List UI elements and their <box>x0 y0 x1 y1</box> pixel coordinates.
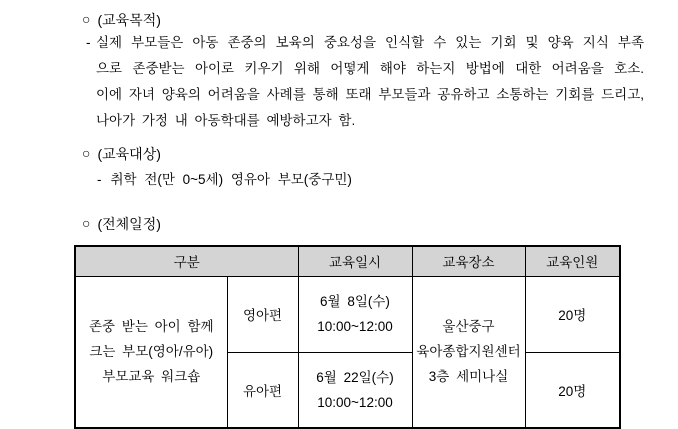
datetime-cell <box>298 276 412 352</box>
capacity-cell: 20명 <box>525 276 620 352</box>
circle-bullet-icon: ○ <box>82 215 91 231</box>
column-header-place: 교육장소 <box>412 246 525 276</box>
location-line: 울산중구 <box>442 319 495 335</box>
schedule-heading <box>82 214 678 234</box>
table-row <box>75 276 620 352</box>
program-title-line: 존중 받는 아이 함께 <box>88 319 214 335</box>
program-title-line: 부모교육 워크숍 <box>102 369 201 385</box>
date-line: 6월 8일(수) <box>320 294 390 309</box>
purpose-line: 나아가 가정 내 아동학대를 예방하고자 함. <box>96 113 356 128</box>
purpose-paragraph <box>86 30 644 134</box>
target-item <box>97 167 678 193</box>
column-header-datetime: 교육일시 <box>298 246 412 276</box>
location-line: 3층 세미나실 <box>428 369 509 385</box>
target-heading-label: (교육대상) <box>97 146 161 162</box>
date-line: 6월 22일(수) <box>316 369 394 385</box>
datetime-cell <box>298 352 412 428</box>
table-header-row <box>75 246 620 276</box>
capacity-cell: 20명 <box>525 352 620 428</box>
section-target <box>74 144 678 193</box>
purpose-line: 으로 존중받는 아이로 키우기 위해 어떻게 해야 하는지 방법에 대한 어려움을 호소. <box>96 61 644 76</box>
target-heading <box>82 144 678 164</box>
section-schedule <box>74 214 678 429</box>
section-purpose <box>74 10 678 134</box>
location-cell <box>412 276 525 428</box>
column-header-capacity: 교육인원 <box>525 246 620 276</box>
schedule-table <box>74 245 621 429</box>
dash-bullet-icon: - <box>97 172 102 187</box>
purpose-heading-label: (교육목적) <box>97 12 161 28</box>
session-cell: 영아편 <box>227 276 298 352</box>
time-line: 10:00~12:00 <box>317 319 393 334</box>
location-line: 육아종합지원센터 <box>416 344 521 360</box>
circle-bullet-icon: ○ <box>82 11 91 27</box>
circle-bullet-icon: ○ <box>82 145 91 161</box>
time-line: 10:00~12:00 <box>317 394 393 410</box>
schedule-heading-label: (전체일정) <box>97 216 161 232</box>
purpose-line: 실제 부모들은 아동 존중의 보육의 중요성을 인식할 수 있는 기회 및 양육 지식 부족 <box>96 35 644 50</box>
program-title-cell <box>75 276 227 428</box>
target-item-label: 취학 전(만 0~5세) 영유아 부모(중구민) <box>110 172 352 187</box>
dash-bullet-icon: - <box>86 35 91 50</box>
purpose-line: 이에 자녀 양육의 어려움을 사례를 통해 또래 부모들과 공유하고 소통하는 기회를 드리고, <box>96 87 644 102</box>
column-header-gubun: 구분 <box>75 246 298 276</box>
purpose-heading <box>82 10 678 30</box>
session-cell: 유아편 <box>227 352 298 428</box>
program-title-line: 크는 부모(영아/유아) <box>89 344 214 360</box>
